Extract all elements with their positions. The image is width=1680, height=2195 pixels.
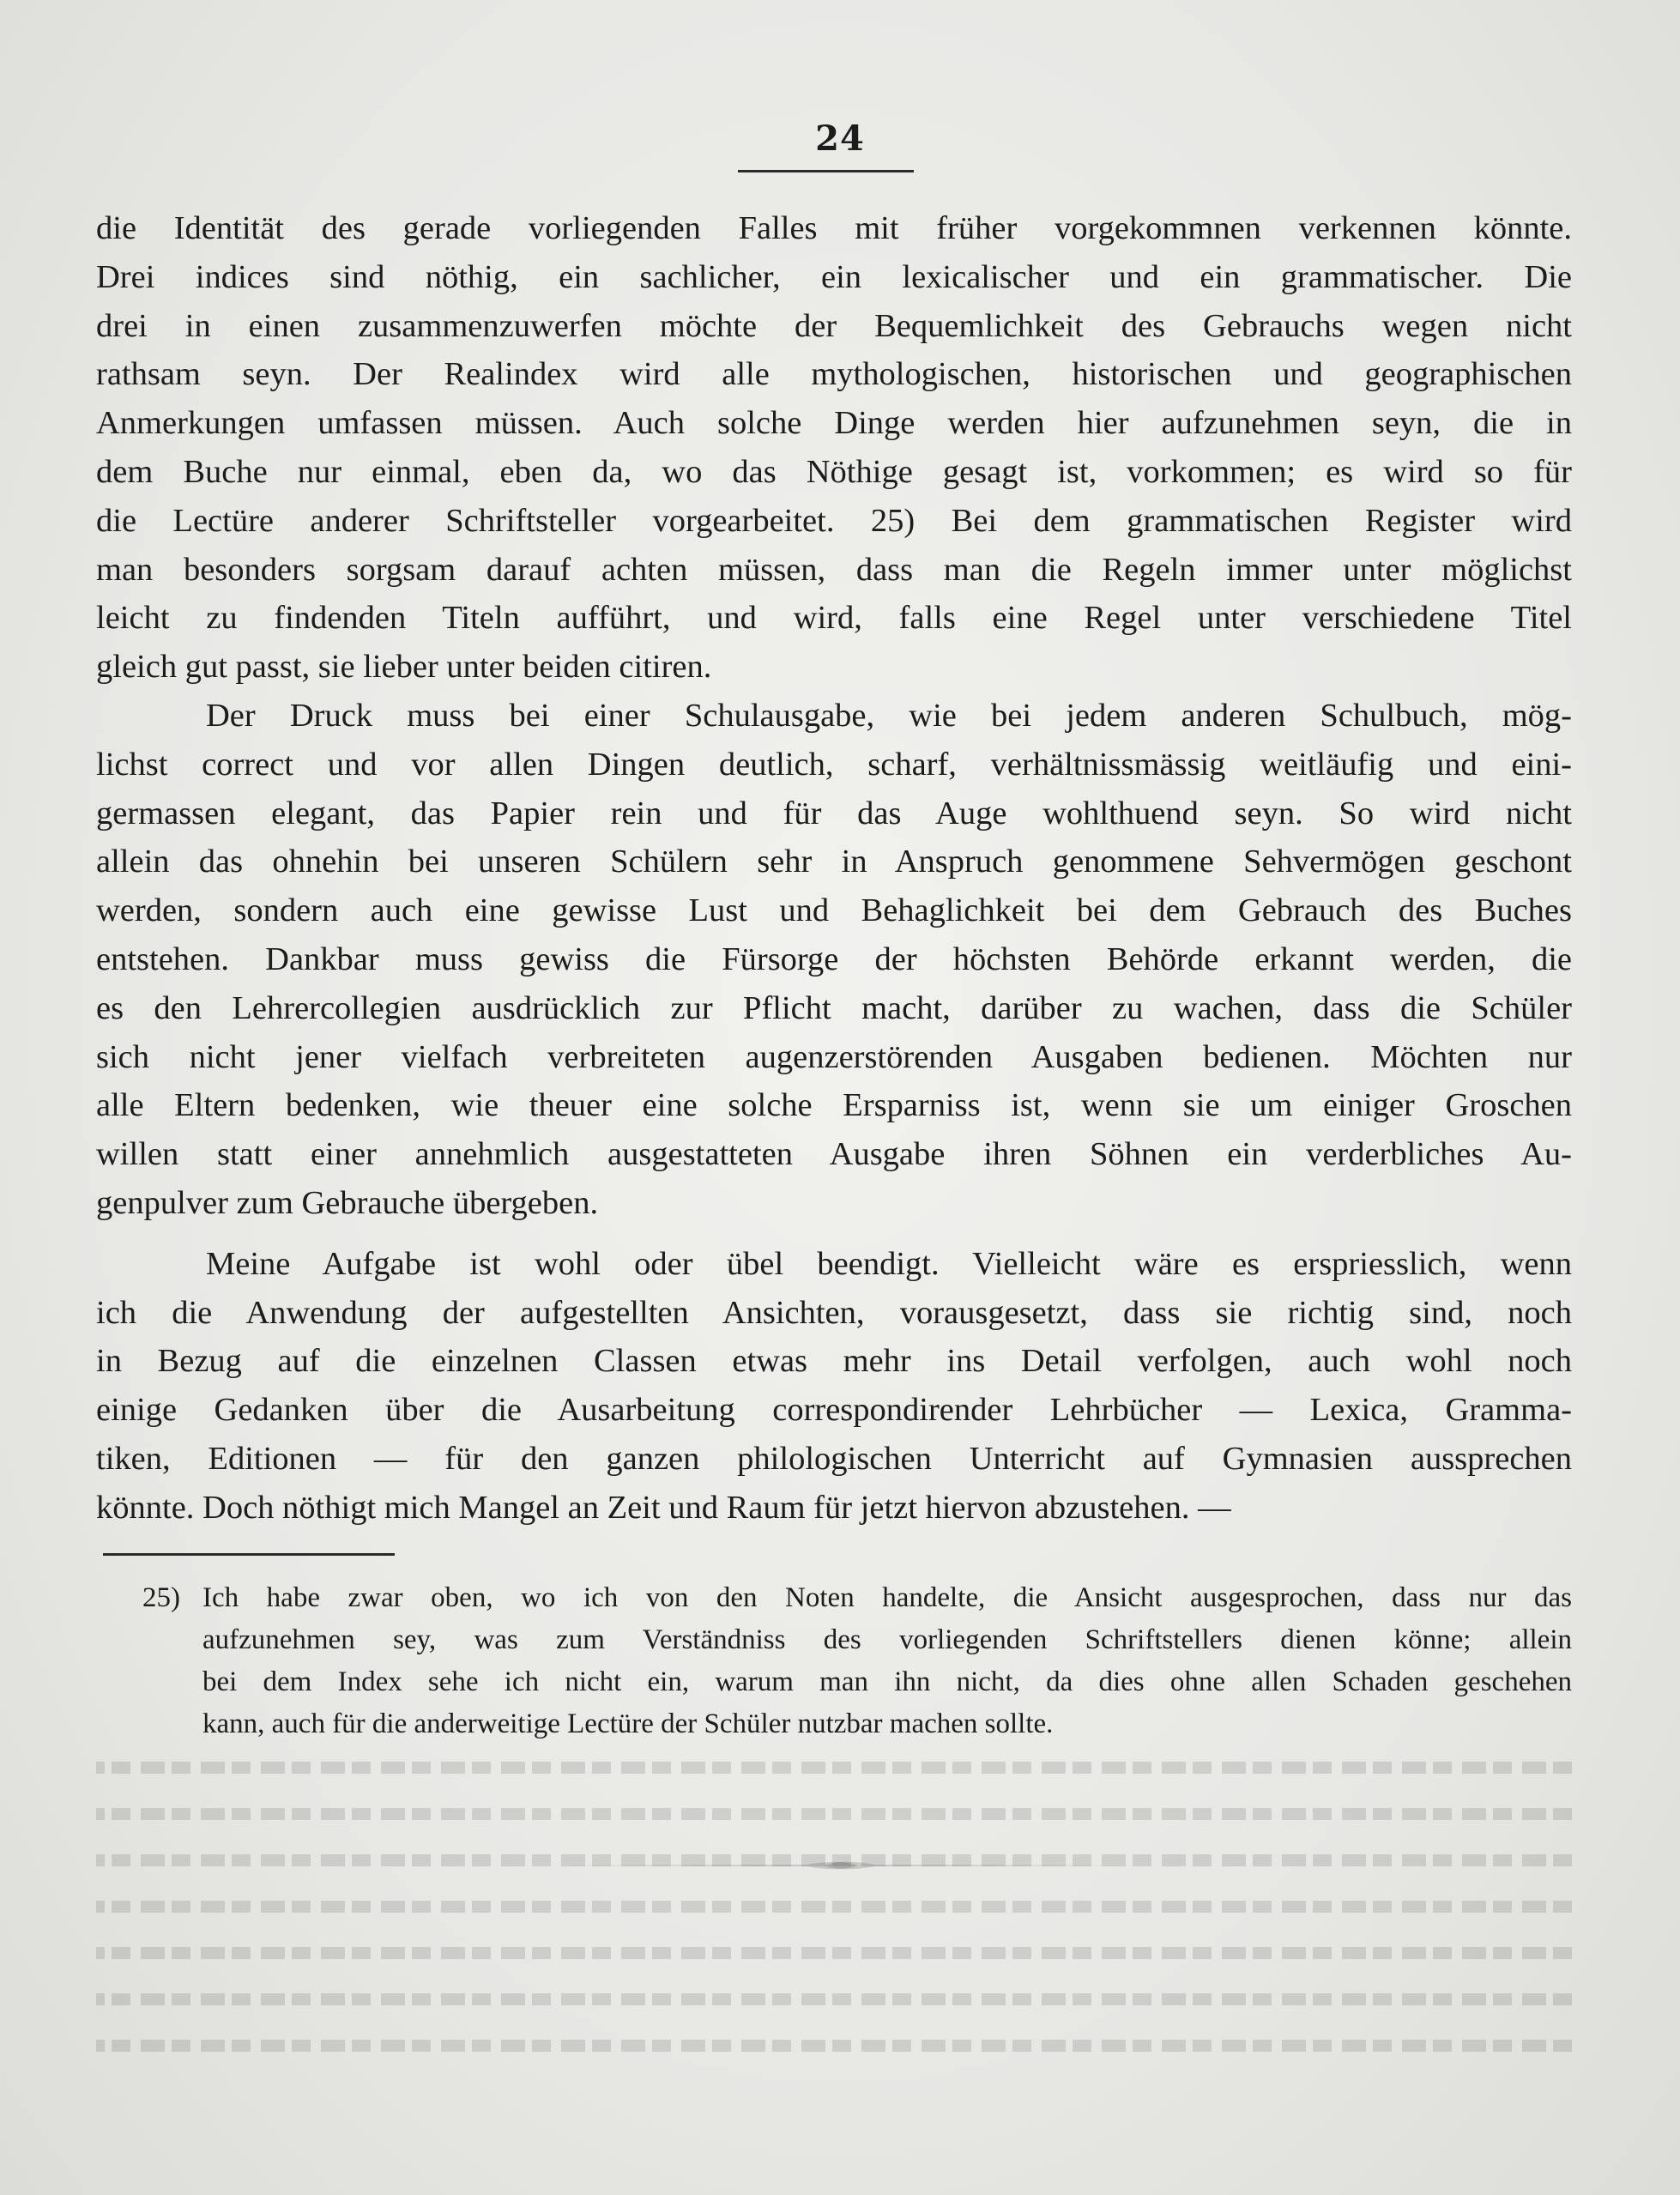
text-line: in Bezug auf die einzelnen Classen etwas mehr ins Detail verfolgen, auch wohl noch bbox=[96, 1343, 1572, 1380]
show-through-row bbox=[96, 2024, 1572, 2071]
footnote-line: aufzunehmen sey, was zum Verständniss des vorliegenden Schriftstellers dienen könne; allein bbox=[202, 1624, 1572, 1655]
show-through-row bbox=[96, 1978, 1572, 2024]
text-line: leicht zu findenden Titeln aufführt, und wird, falls eine Regel unter verschiedene Titel bbox=[96, 600, 1572, 637]
show-through-row bbox=[96, 1746, 1572, 1793]
text-line: germassen elegant, das Papier rein und für das Auge wohlthuend seyn. So wird nicht bbox=[96, 795, 1572, 831]
body-text bbox=[96, 204, 1572, 1533]
ornament-rule-icon bbox=[549, 1855, 1133, 1876]
show-through-row bbox=[96, 1793, 1572, 1839]
footnote-number: 25) bbox=[142, 1582, 180, 1613]
footnote-line: bei dem Index sehe ich nicht ein, warum man ihn nicht, da dies ohne allen Schaden geschehen bbox=[202, 1666, 1572, 1697]
text-line: dem Buche nur einmal, eben da, wo das Nöthige gesagt ist, vorkommen; es wird so für bbox=[96, 453, 1572, 490]
text-line: die Identität des gerade vorliegenden Falles mit früher vorgekommnen verkennen könnte. bbox=[96, 210, 1572, 246]
text-line: es den Lehrercollegien ausdrücklich zur Pflicht macht, darüber zu wachen, dass die Schüler bbox=[96, 989, 1572, 1026]
text-line: Anmerkungen umfassen müssen. Auch solche Dinge werden hier aufzunehmen seyn, die in bbox=[96, 405, 1572, 442]
text-line: willen statt einer annehmlich ausgestatteten Ausgabe ihren Söhnen ein verderbliches Au- bbox=[96, 1136, 1572, 1173]
text-line: sich nicht jener vielfach verbreiteten augenzerstörenden Ausgaben bedienen. Möchten nur bbox=[96, 1038, 1572, 1075]
footnotes bbox=[142, 1577, 1572, 1745]
show-through-row bbox=[96, 1885, 1572, 1932]
footnote-rule bbox=[103, 1553, 395, 1556]
text-line: werden, sondern auch eine gewisse Lust und Behaglichkeit bei dem Gebrauch des Buches bbox=[96, 892, 1572, 929]
footnote-line bbox=[142, 1577, 1572, 1619]
paragraph-gap bbox=[96, 1228, 1572, 1240]
text-line: entstehen. Dankbar muss gewiss die Fürsorge der höchsten Behörde erkannt werden, die bbox=[96, 940, 1572, 977]
footnote-text: Ich habe zwar oben, wo ich von den Noten handelte, die Ansicht ausgesprochen, dass nur das bbox=[202, 1582, 1572, 1613]
text-line: man besonders sorgsam darauf achten müssen, dass man die Regeln immer unter möglichst bbox=[96, 551, 1572, 588]
text-line: allein das ohnehin bei unseren Schülern sehr in Anspruch genommene Sehvermögen geschont bbox=[96, 844, 1572, 880]
text-line: ich die Anwendung der aufgestellten Ansichten, vorausgesetzt, dass sie richtig sind, noch bbox=[96, 1294, 1572, 1331]
text-line: gleich gut passt, sie lieber unter beiden citiren. bbox=[96, 649, 712, 686]
text-line: rathsam seyn. Der Realindex wird alle mythologischen, historischen und geographischen bbox=[96, 356, 1572, 393]
text-line: einige Gedanken über die Ausarbeitung correspondirender Lehrbücher — Lexica, Gramma- bbox=[96, 1392, 1572, 1429]
text-line: Drei indices sind nöthig, ein sachlicher, ein lexicalischer und ein grammatischer. Die bbox=[96, 258, 1572, 295]
show-through-row bbox=[96, 1932, 1572, 1978]
page-number: 24 bbox=[815, 118, 865, 159]
text-line: könnte. Doch nöthigt mich Mangel an Zeit und Raum für jetzt hiervon abzustehen. — bbox=[96, 1489, 1231, 1526]
show-through-texture bbox=[96, 1746, 1572, 2071]
text-line: Der Druck muss bei einer Schulausgabe, wie bei jedem anderen Schulbuch, mög- bbox=[206, 697, 1572, 734]
text-line: Meine Aufgabe ist wohl oder übel beendigt. Vielleicht wäre es erspriesslich, wenn bbox=[206, 1245, 1572, 1282]
footnote-line: kann, auch für die anderweitige Lectüre der Schüler nutzbar machen sollte. bbox=[202, 1708, 1054, 1739]
text-line: genpulver zum Gebrauche übergeben. bbox=[96, 1184, 599, 1221]
text-line: drei in einen zusammenzuwerfen möchte der Bequemlichkeit des Gebrauchs wegen nicht bbox=[96, 307, 1572, 344]
page-number-rule bbox=[738, 170, 914, 172]
text-line: tiken, Editionen — für den ganzen philologischen Unterricht auf Gymnasien aussprechen bbox=[96, 1440, 1572, 1477]
text-line: die Lectüre anderer Schriftsteller vorgearbeitet. 25) Bei dem grammatischen Register wird bbox=[96, 502, 1572, 539]
text-line: lichst correct und vor allen Dingen deutlich, scharf, verhältnissmässig weitläufig und eini- bbox=[96, 746, 1572, 783]
text-line: alle Eltern bedenken, wie theuer eine solche Ersparniss ist, wenn sie um einiger Groschen bbox=[96, 1087, 1572, 1124]
